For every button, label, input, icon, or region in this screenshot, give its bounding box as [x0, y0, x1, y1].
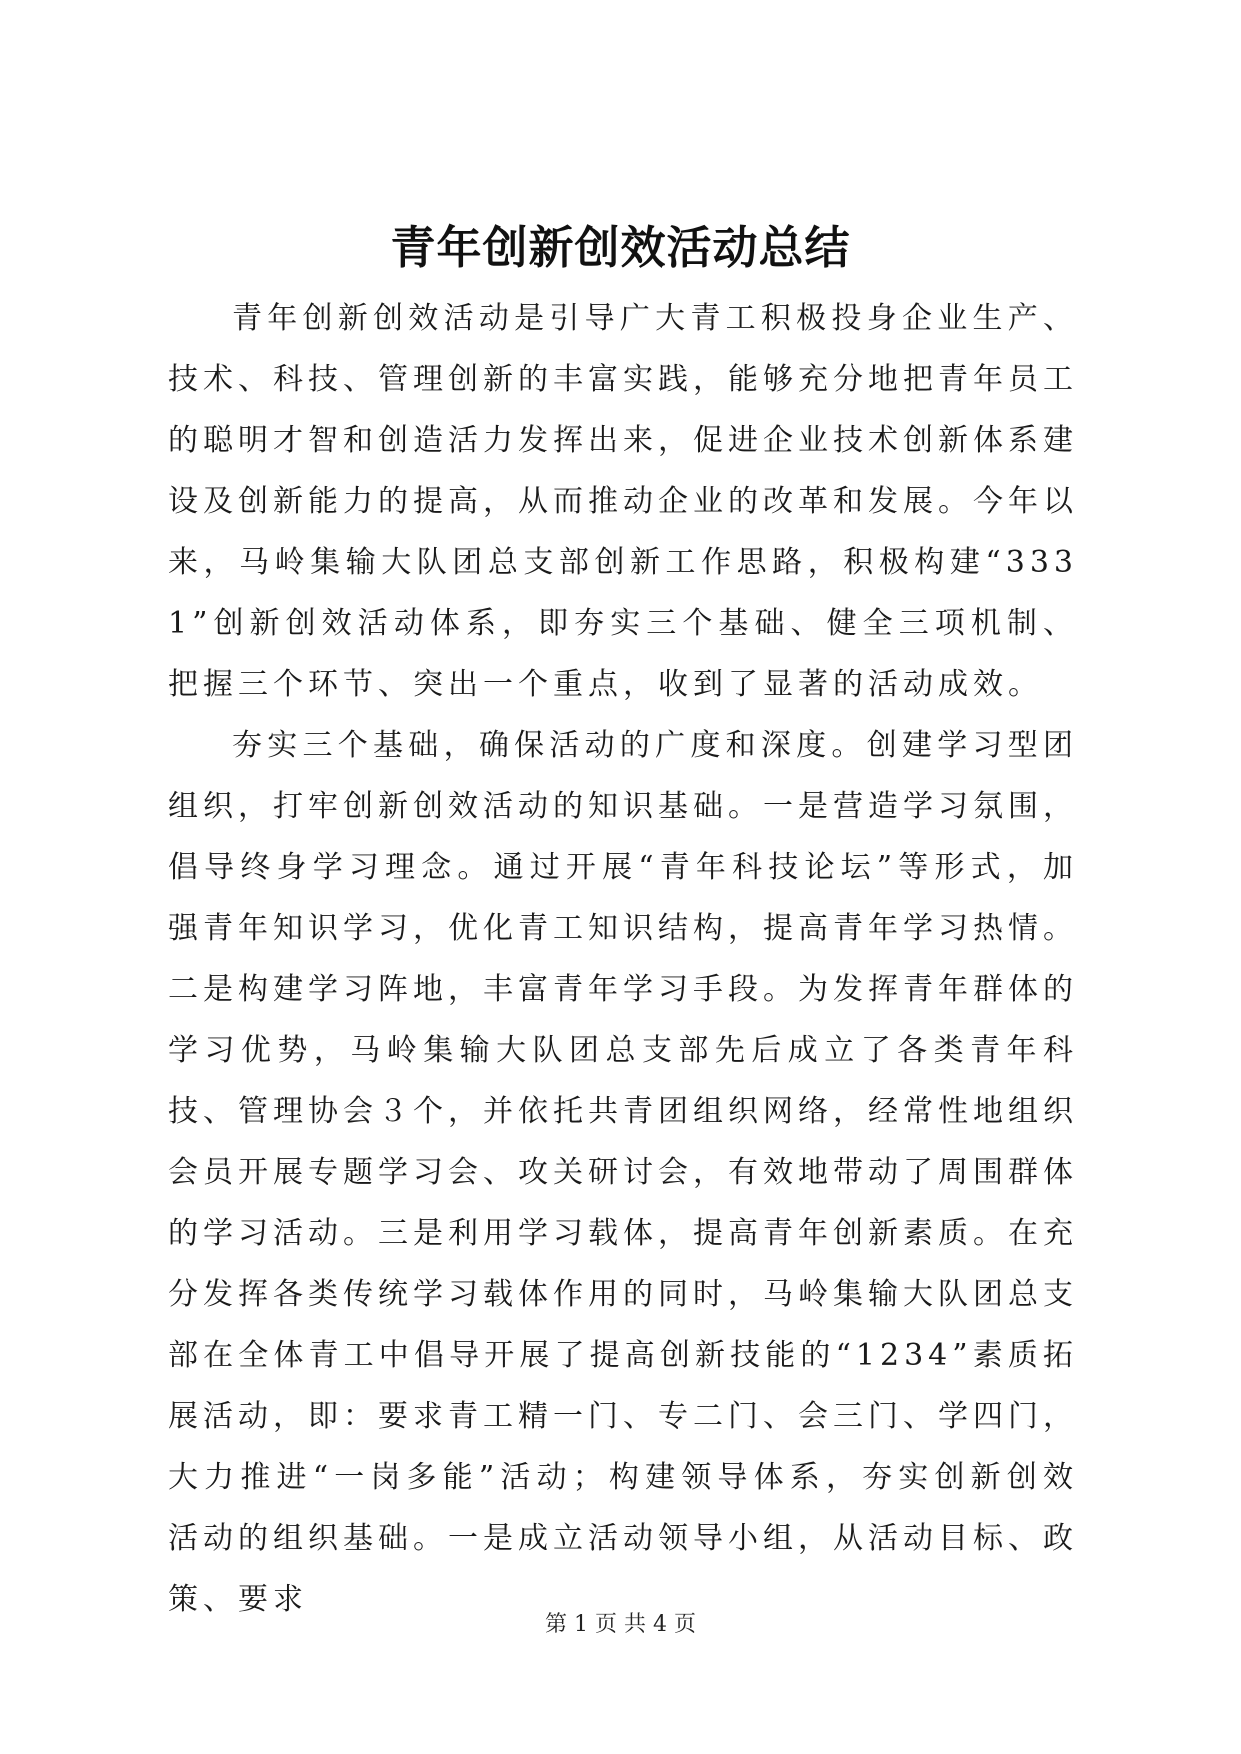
paragraph-intro: 青年创新创效活动是引导广大青工积极投身企业生产、技术、科技、管理创新的丰富实践，能够充分地把青年员工的聪明才智和创造活力发挥出来，促进企业技术创新体系建设及创新能力的提高，从而推动企业的改革和发展。今年以来，马岭集输大队团总支部创新工作思路，积极构建“3331”创新创效活动体系，即夯实三个基础、健全三项机制、把握三个环节、突出一个重点，收到了显著的活动成效。 — [168, 301, 1078, 702]
page-number: 第 1 页 共 4 页 — [545, 1612, 696, 1637]
paragraph-three-foundations: 夯实三个基础，确保活动的广度和深度。创建学习型团组织，打牢创新创效活动的知识基础。一是营造学习氛围，倡导终身学习理念。通过开展“青年科技论坛”等形式，加强青年知识学习，优化青工知识结构，提高青年学习热情。二是构建学习阵地，丰富青年学习手段。为发挥青年群体的学习优势，马岭集输大队团总支部先后成立了各类青年科技、管理协会３个，并依托共青团组织网络，经常性地组织会员开展专题学习会、攻关研讨会，有效地带动了周围群体的学习活动。三是利用学习载体，提高青年创新素质。在充分发挥各类传统学习载体作用的同时，马岭集输大队团总支部在全体青工中倡导开展了提高创新技能的“1234”素质拓展活动，即：要求青工精一门、专二门、会三门、学四门，大力推进“一岗多能”活动；构建领导体系，夯实创新创效活动的组织基础。一是成立活动领导小组，从活动目标、政策、要求 — [168, 728, 1078, 1617]
document-title: 青年创新创效活动总结 — [390, 221, 851, 274]
page-footer — [0, 1610, 1241, 1640]
document-body — [168, 288, 1078, 1630]
